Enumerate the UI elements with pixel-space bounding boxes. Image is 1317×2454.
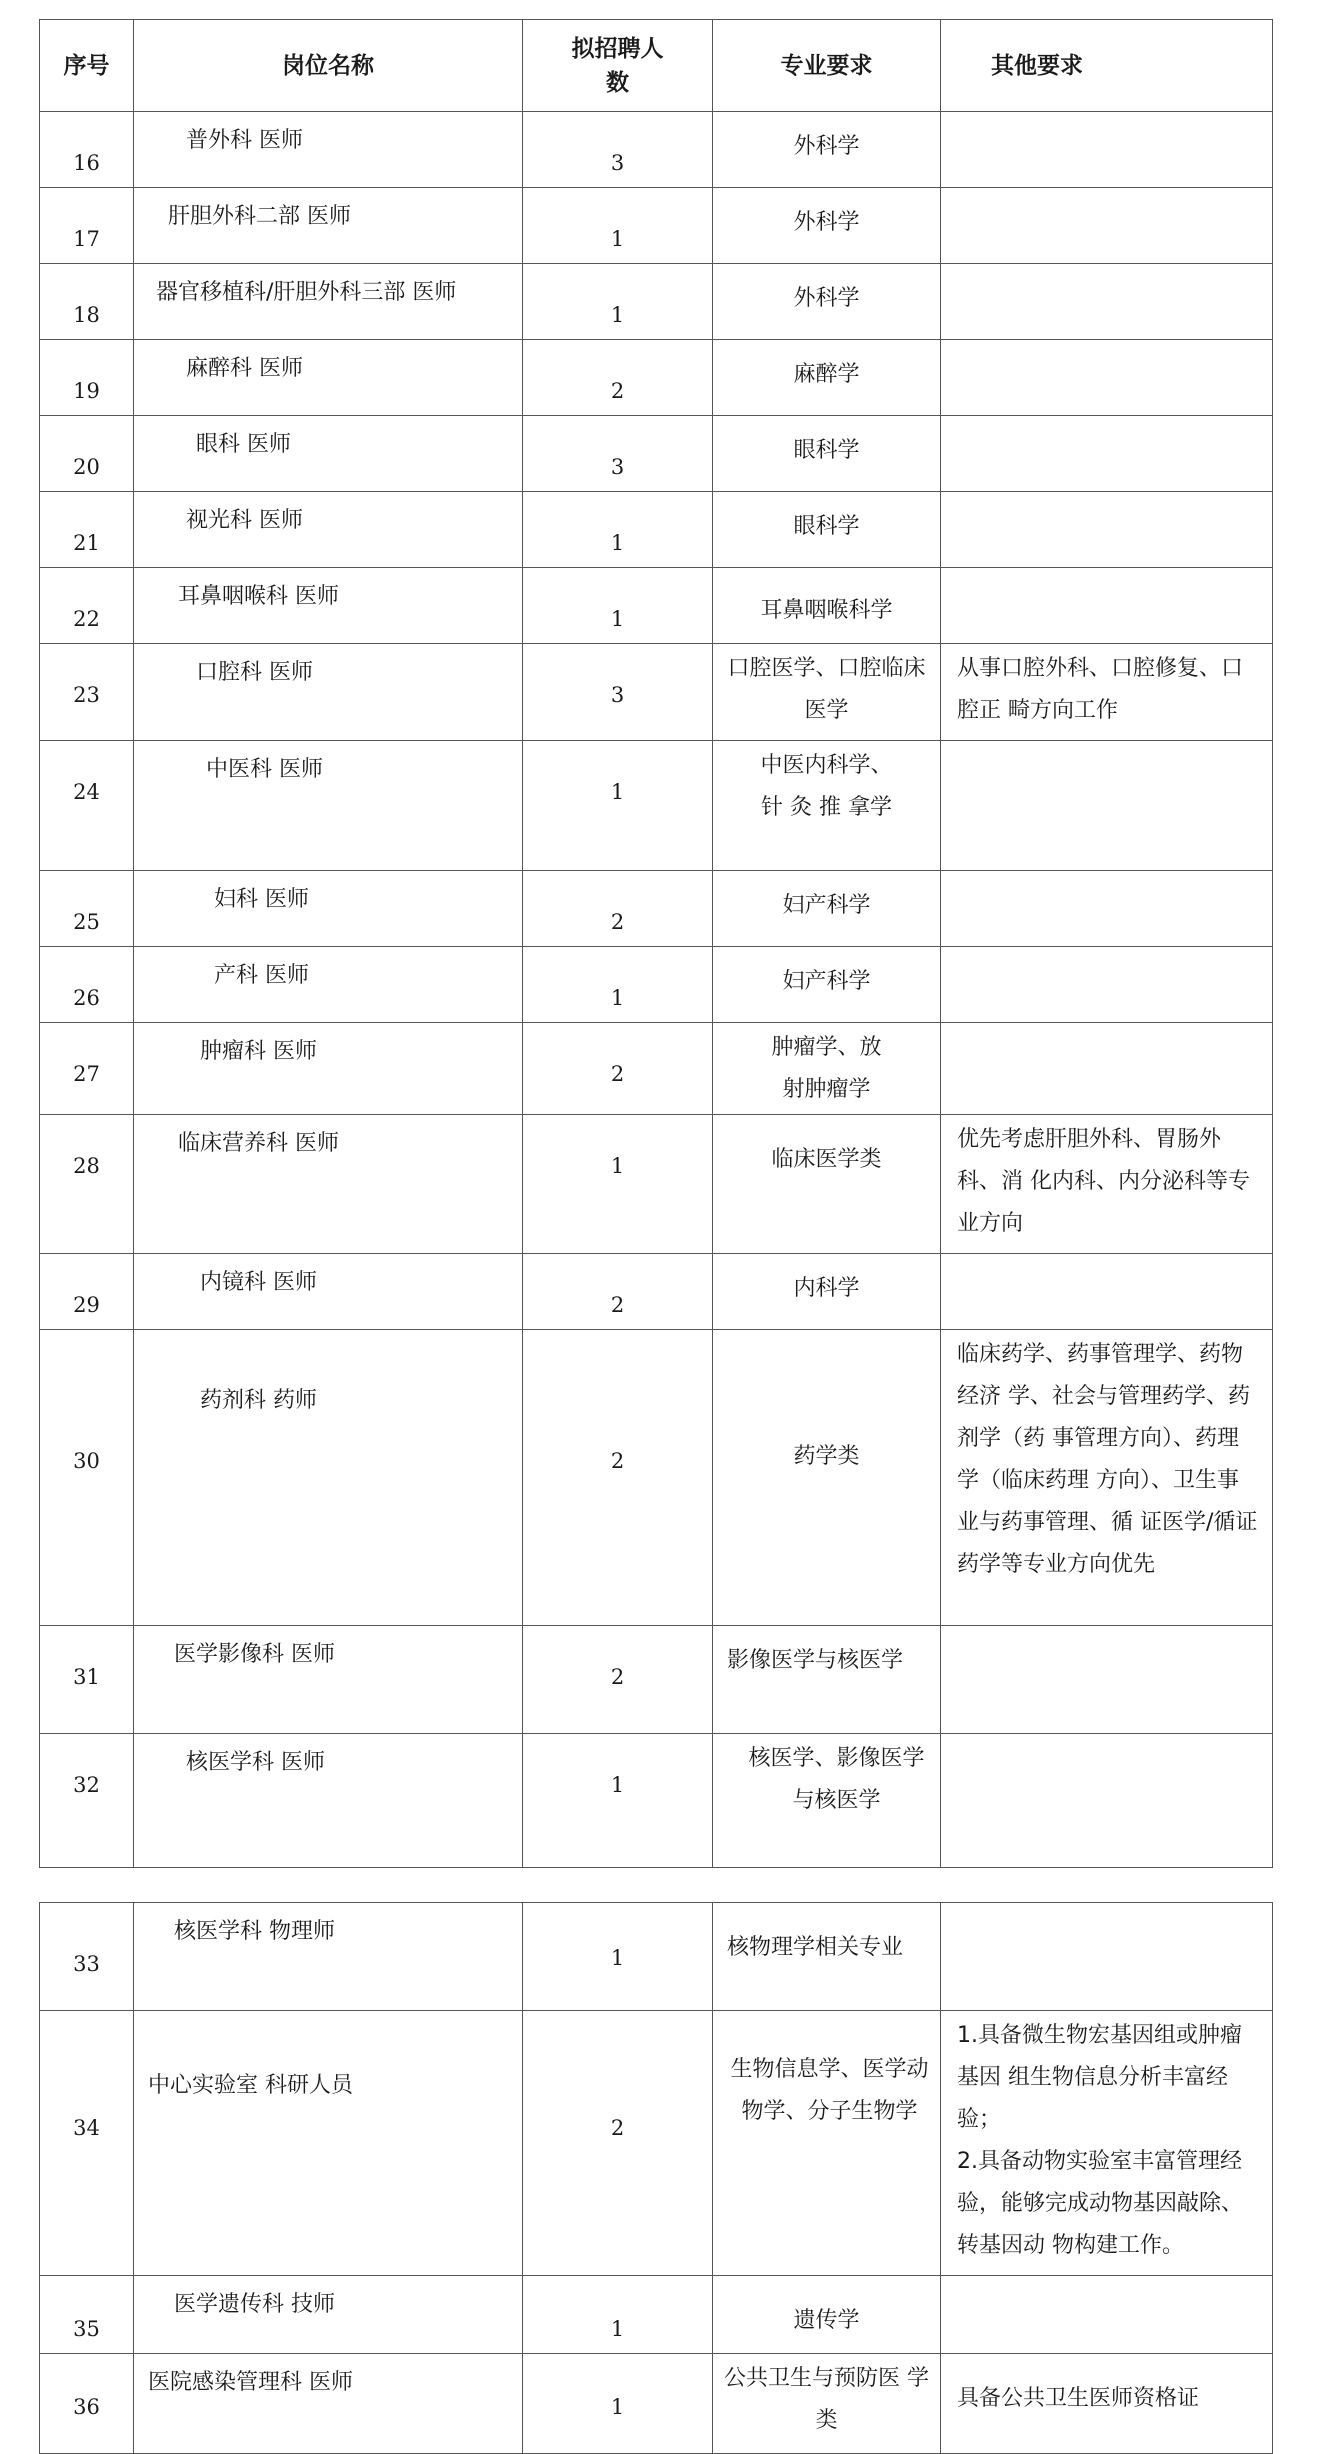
row-major: 中医内科学、针 灸 推 拿学: [713, 741, 941, 871]
row-count: 2: [523, 1254, 713, 1330]
row-other: [941, 871, 1273, 947]
row-count: 1: [523, 2354, 713, 2454]
row-count: 2: [523, 340, 713, 416]
row-other: [941, 1734, 1273, 1868]
row-count: 1: [523, 188, 713, 264]
row-major: 核医学、影像医学与核医学: [713, 1734, 941, 1868]
header-no: 序号: [40, 20, 134, 112]
row-major: 妇产科学: [713, 871, 941, 947]
row-major: 外科学: [713, 264, 941, 340]
table-row: [40, 112, 1273, 188]
row-count: 3: [523, 112, 713, 188]
row-count: 1: [523, 1903, 713, 2011]
row-other: [941, 340, 1273, 416]
row-major: 影像医学与核医学: [713, 1626, 941, 1734]
row-major: 眼科学: [713, 416, 941, 492]
row-major: 口腔医学、口腔临床医学: [713, 644, 941, 741]
row-position: 产科 医师: [134, 947, 523, 1023]
row-count: 2: [523, 1023, 713, 1115]
row-count: 1: [523, 1115, 713, 1254]
row-major: 妇产科学: [713, 947, 941, 1023]
table-row: [40, 416, 1273, 492]
row-other: [941, 492, 1273, 568]
row-count: 2: [523, 871, 713, 947]
table-row: [40, 568, 1273, 644]
row-major: 生物信息学、医学动物学、分子生物学: [713, 2011, 941, 2276]
row-no: 16: [40, 112, 134, 188]
row-no: 25: [40, 871, 134, 947]
row-no: 27: [40, 1023, 134, 1115]
row-no: 28: [40, 1115, 134, 1254]
row-other: [941, 1254, 1273, 1330]
row-major: 公共卫生与预防医 学类: [713, 2354, 941, 2454]
row-major: 外科学: [713, 188, 941, 264]
row-other: [941, 112, 1273, 188]
table-row: [40, 492, 1273, 568]
row-no: 23: [40, 644, 134, 741]
row-position: 肝胆外科二部 医师: [134, 188, 523, 264]
table-row: [40, 1254, 1273, 1330]
row-no: 30: [40, 1330, 134, 1626]
row-major: 遗传学: [713, 2276, 941, 2354]
table-row: [40, 1734, 1273, 1868]
header-major: 专业要求: [713, 20, 941, 112]
row-major: 肿瘤学、放射肿瘤学: [713, 1023, 941, 1115]
row-no: 20: [40, 416, 134, 492]
row-no: 36: [40, 2354, 134, 2454]
table-row: [40, 1115, 1273, 1254]
row-major: 核物理学相关专业: [713, 1903, 941, 2011]
row-position: 核医学科 医师: [134, 1734, 523, 1868]
row-other: [941, 1903, 1273, 2011]
row-major: 内科学: [713, 1254, 941, 1330]
row-no: 34: [40, 2011, 134, 2276]
row-count: 1: [523, 947, 713, 1023]
table-row: [40, 741, 1273, 871]
row-position: 眼科 医师: [134, 416, 523, 492]
row-other: [941, 188, 1273, 264]
row-other: 具备公共卫生医师资格证: [941, 2354, 1273, 2454]
row-count: 2: [523, 2011, 713, 2276]
row-other: [941, 1023, 1273, 1115]
row-no: 26: [40, 947, 134, 1023]
table-row: [40, 644, 1273, 741]
header-row: [40, 20, 1273, 112]
header-count: 拟招聘人数: [523, 20, 713, 112]
row-position: 核医学科 物理师: [134, 1903, 523, 2011]
row-position: 耳鼻咽喉科 医师: [134, 568, 523, 644]
row-other-item-2: 2.具备动物实验室丰富管理经验，能够完成动物基因敲除、转基因动 物构建工作。: [957, 2149, 1244, 2258]
row-count: 1: [523, 568, 713, 644]
row-position: 肿瘤科 医师: [134, 1023, 523, 1115]
header-position: 岗位名称: [134, 20, 523, 112]
row-count: 3: [523, 416, 713, 492]
row-other: 从事口腔外科、口腔修复、口腔正 畸方向工作: [941, 644, 1273, 741]
table-row: [40, 264, 1273, 340]
row-no: 31: [40, 1626, 134, 1734]
row-position: 临床营养科 医师: [134, 1115, 523, 1254]
row-position: 医学遗传科 技师: [134, 2276, 523, 2354]
row-other: [941, 568, 1273, 644]
row-no: 33: [40, 1903, 134, 2011]
row-position: 中医科 医师: [134, 741, 523, 871]
table-row: [40, 1903, 1273, 2011]
recruitment-table-1: [39, 19, 1273, 1868]
table-row: [40, 1023, 1273, 1115]
row-other: [941, 947, 1273, 1023]
row-major: 药学类: [713, 1330, 941, 1626]
row-count: 1: [523, 2276, 713, 2354]
row-position: 口腔科 医师: [134, 644, 523, 741]
row-other: [941, 264, 1273, 340]
row-position: 药剂科 药师: [134, 1330, 523, 1626]
row-position: 麻醉科 医师: [134, 340, 523, 416]
table-row: [40, 1626, 1273, 1734]
row-no: 19: [40, 340, 134, 416]
row-count: 2: [523, 1330, 713, 1626]
row-no: 17: [40, 188, 134, 264]
row-other-item-1: 1.具备微生物宏基因组或肿瘤基因 组生物信息分析丰富经验；: [957, 2023, 1242, 2132]
table-row: [40, 947, 1273, 1023]
row-major: 耳鼻咽喉科学: [713, 568, 941, 644]
row-count: 2: [523, 1626, 713, 1734]
row-no: 29: [40, 1254, 134, 1330]
table-row: [40, 340, 1273, 416]
row-position: 妇科 医师: [134, 871, 523, 947]
row-major: 临床医学类: [713, 1115, 941, 1254]
row-other: [941, 741, 1273, 871]
row-position: 医学影像科 医师: [134, 1626, 523, 1734]
row-count: 1: [523, 492, 713, 568]
table-row: [40, 871, 1273, 947]
table-row: [40, 1330, 1273, 1626]
header-other: 其他要求: [941, 20, 1273, 112]
row-major: 眼科学: [713, 492, 941, 568]
row-count: 1: [523, 264, 713, 340]
row-other: [941, 2276, 1273, 2354]
row-count: 1: [523, 741, 713, 871]
table-row: [40, 2354, 1273, 2454]
row-position: 普外科 医师: [134, 112, 523, 188]
row-no: 24: [40, 741, 134, 871]
row-major: 麻醉学: [713, 340, 941, 416]
row-no: 22: [40, 568, 134, 644]
row-no: 35: [40, 2276, 134, 2354]
row-no: 32: [40, 1734, 134, 1868]
table-row: [40, 2011, 1273, 2276]
row-count: 3: [523, 644, 713, 741]
row-count: 1: [523, 1734, 713, 1868]
row-position: 器官移植科/肝胆外科三部 医师: [134, 264, 523, 340]
table-row: [40, 2276, 1273, 2354]
row-position: 中心实验室 科研人员: [134, 2011, 523, 2276]
row-other: 优先考虑肝胆外科、胃肠外科、消 化内科、内分泌科等专业方向: [941, 1115, 1273, 1254]
row-position: 视光科 医师: [134, 492, 523, 568]
row-other: [941, 1626, 1273, 1734]
row-major: 外科学: [713, 112, 941, 188]
row-other: [941, 416, 1273, 492]
row-other-cell: [941, 2011, 1273, 2276]
row-no: 18: [40, 264, 134, 340]
table-row: [40, 188, 1273, 264]
row-position: 内镜科 医师: [134, 1254, 523, 1330]
row-other: 临床药学、药事管理学、药物经济 学、社会与管理药学、药剂学（药 事管理方向）、药理学（临床药理 方向）、卫生事业与药事管理、循 证医学/循证药学等专业方向优先: [941, 1330, 1273, 1626]
row-position: 医院感染管理科 医师: [134, 2354, 523, 2454]
row-no: 21: [40, 492, 134, 568]
recruitment-table-2: [39, 1902, 1273, 2454]
